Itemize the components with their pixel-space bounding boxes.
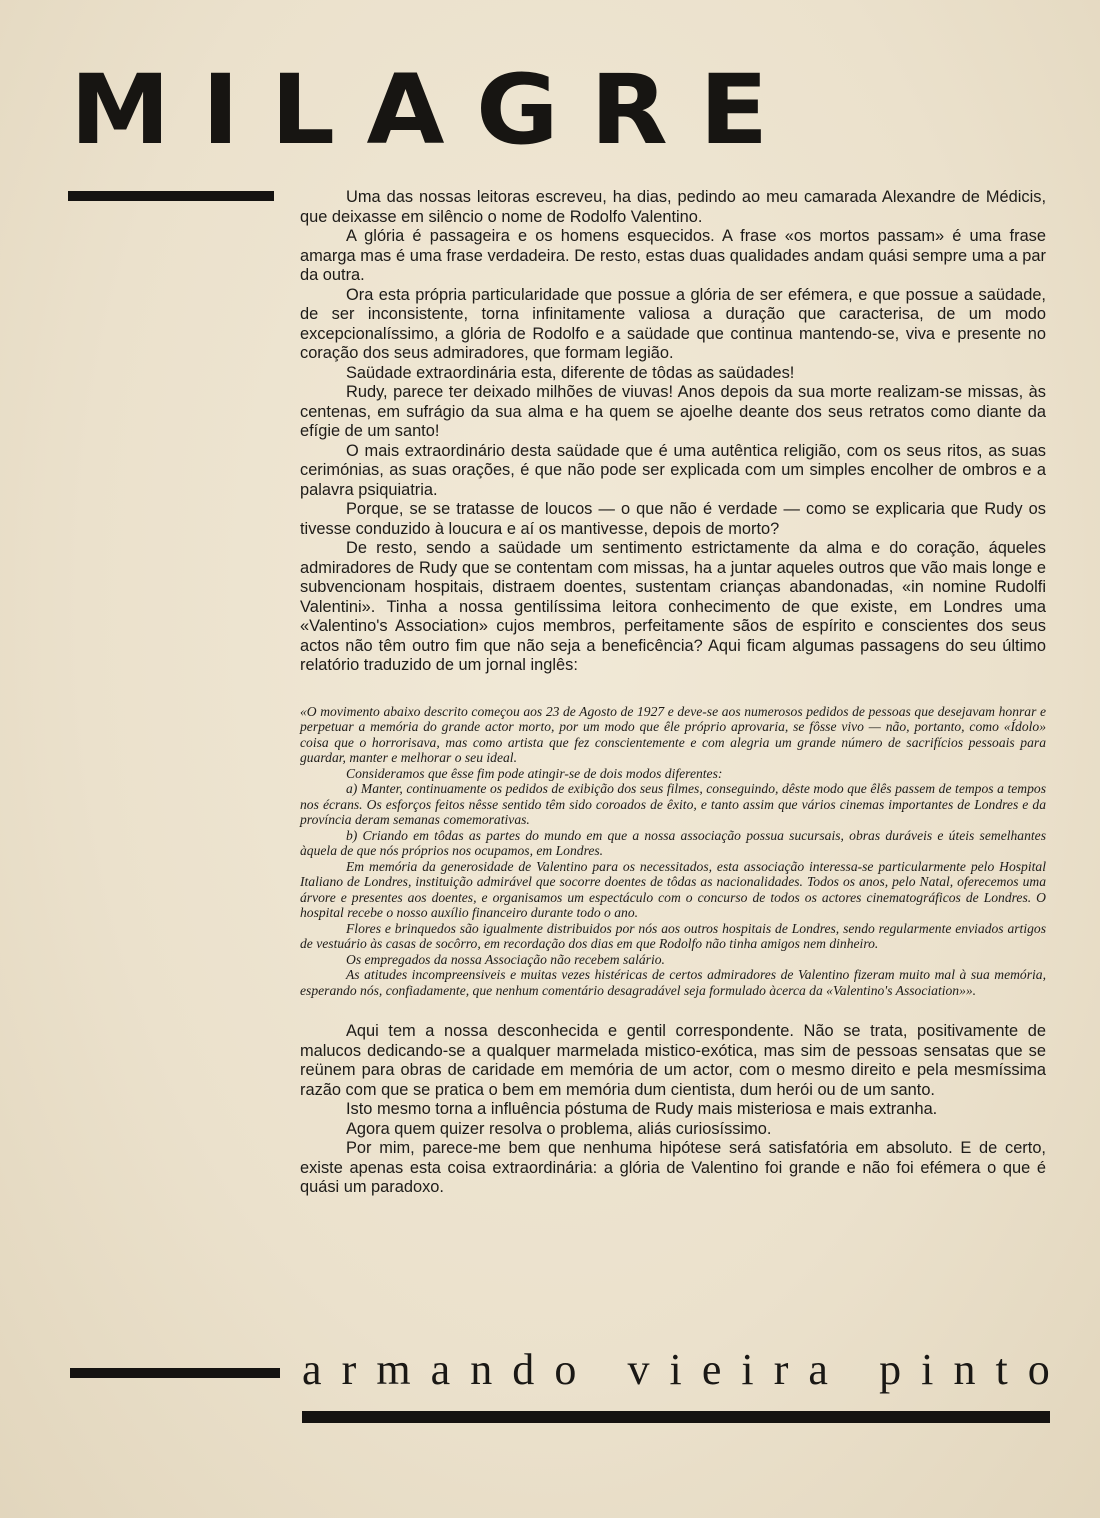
quoted-report (300, 704, 1046, 999)
signature-space (596, 1348, 607, 1392)
decorative-rule-top (68, 191, 274, 201)
quote-paragraph: Consideramos que êsse fim pode atingir-se de dois modos diferentes: (346, 765, 723, 781)
signature-letter: m (376, 1345, 411, 1394)
signature-space (848, 1348, 859, 1392)
paragraph: Rudy, parece ter deixado milhões de viuvas! Anos depois da sua morte realizam-se missas, às centenas, em sufrágio da sua alma e ha quem se ajoelhe deante dos seus retratos como diante da efígie de um santo! (300, 383, 1046, 440)
signature-letter: i (669, 1345, 682, 1394)
article-body (300, 188, 1046, 1198)
quote-paragraph: a) Manter, continuamente os pedidos de exibição dos seus filmes, conseguindo, dêste modo que êlês passem de tempos a tempos nos écrans. Os esforços feitos nêsse sentido têm sido coroados de êxito, e tanto assim que vários cinemas importantes de Londres e da província deram semanas comemorativas. (300, 781, 1046, 827)
signature-letter: o (554, 1345, 577, 1394)
quote-paragraph: As atitudes incompreensiveis e muitas vezes histéricas de certos admiradores de Valentino fizeram muito mal à sua memória, esperando nós, confiadamente, que nenhum comentário desagradável seja formulado àcerca da «Valentino's Association»». (300, 967, 1046, 998)
signature-letter: i (921, 1345, 934, 1394)
paragraph: O mais extraordinário desta saüdade que é uma autêntica religião, com os seus ritos, as suas cerimónias, as suas orações, é que não pode ser explicada com um simples encolher de ombros e a palavra psiquiatria. (300, 441, 1046, 499)
signature-letter: t (995, 1345, 1008, 1394)
paragraph: Saüdade extraordinária esta, diferente de tôdas as saüdades! (346, 363, 795, 382)
paragraph: A glória é passageira e os homens esquecidos. A frase «os mortos passam» é uma frase amarga mas é uma frase verdadeira. De resto, estas duas qualidades andam quási sempre uma a par da outra. (300, 227, 1046, 284)
paragraph: Aqui tem a nossa desconhecida e gentil correspondente. Não se trata, positivamente de malucos dedicando-se a qualquer marmelada mistico-exótica, mas sim de pessoas sensatas que se reünem para obras de caridade em memória de um actor, com o mesmo direito e pela mesmíssima razão com que se pratica o bem em memória dum cientista, dum herói ou de um santo. (300, 1022, 1046, 1099)
signature-letter: p (879, 1345, 902, 1394)
paragraph: Ora esta própria particularidade que possue a glória de ser efémera, e que possue a saüdade, de ser inconsistente, torna infinitamente valiosa a duração que caracterisa, de um modo excepcionalíssimo, a glória de Rodolfo e a saüdade que continua mantendo-se, viva e presente no coração dos seus admiradores, que formam legião. (300, 285, 1046, 362)
signature-letter: v (627, 1345, 650, 1394)
quote-paragraph: Em memória da generosidade de Valentino para os necessitados, esta associação interessa-se particularmente pelo Hospital Italiano de Londres, instituição admirável que socorre doentes de tôdas as nacionalidades. Todos os anos, pelo Natal, oferecemos uma árvore e presentes aos doentes, e organisamos um espectáculo com o concurso de todos os actores cinematográficos de Londres. O hospital recebe o nosso auxílio financeiro durante todo o ano. (300, 858, 1046, 920)
signature-letter: r (341, 1345, 357, 1394)
decorative-rule-bottom (302, 1411, 1050, 1423)
author-signature (302, 1345, 1050, 1394)
quote-paragraph: b) Criando em tôdas as partes do mundo em que a nossa associação possua sucursais, obras duráveis e úteis semelhantes àquela de que nós próprios nos ocupamos, em Londres. (300, 827, 1046, 858)
signature-letter: i (741, 1345, 754, 1394)
signature-letter: n (470, 1345, 493, 1394)
paragraph: Agora quem quizer resolva o problema, aliás curiosíssimo. (346, 1119, 772, 1138)
quote-paragraph: Os empregados da nossa Associação não recebem salário. (346, 951, 665, 967)
decorative-rule-signature (70, 1368, 280, 1378)
quote-paragraph: «O movimento abaixo descrito começou aos 23 de Agosto de 1927 e deve-se aos numerosos pedidos de pessoas que desejavam honrar e perpetuar a memória do grande actor morto, por um modo que êle próprio aprovaria, se fôsse vivo — não, portanto, como «Ídolo» coisa que o horrorisava, mas como artista que fez conscientemente e com alegria um grande número de sacrifícios pessoais para guardar, manter e melhorar o seu ideal. (300, 703, 1046, 765)
paragraph: Porque, se se tratasse de loucos — o que não é verdade — como se explicaria que Rudy os tivesse conduzido à loucura e aí os mantivesse, depois de morto? (300, 500, 1046, 538)
signature-letter: a (302, 1345, 322, 1394)
closing-text (300, 1022, 1046, 1198)
article-title: MILAGRE (70, 54, 800, 166)
paragraph: Por mim, parece-me bem que nenhuma hipótese será satisfatória em absoluto. E de certo, existe apenas esta coisa extraordinária: a glória de Valentino foi grande e não foi efémera o que é quási um paradoxo. (300, 1139, 1046, 1196)
paragraph: De resto, sendo a saüdade um sentimento estrictamente da alma e do coração, áqueles admiradores de Rudy que se contentam com missas, ha a juntar aqueles outros que vão mais longe e subvencionam hospitais, distraem doentes, sustentam crianças abandonadas, «in nomine Rudolfi Valentini». Tinha a nossa gentilíssima leitora conhecimento de que existe, em Londres uma «Valentino's Association» cujos membros, perfeitamente sãos de espírito e conscientes dos seus actos não têm outro fim que não seja a beneficência? Aqui ficam algumas passagens do seu último relatório traduzido de um jornal inglês: (300, 539, 1046, 674)
signature-letter: n (953, 1345, 976, 1394)
paragraph: Isto mesmo torna a influência póstuma de Rudy mais misteriosa e mais extranha. (346, 1100, 938, 1118)
signature-letter: e (701, 1345, 722, 1394)
intro-text (300, 188, 1046, 676)
signature-letter: o (1027, 1345, 1050, 1394)
signature-letter: a (808, 1345, 828, 1394)
signature-letter: a (430, 1345, 451, 1394)
signature-letter: r (773, 1345, 789, 1394)
quote-paragraph: Flores e brinquedos são igualmente distribuidos por nós aos outros hospitais de Londres, sendo regularmente enviados artigos de vestuário às casas de socôrro, em recordação dos dias em que Rodolfo não tinha amigos nem dinheiro. (300, 920, 1046, 951)
signature-letter: d (512, 1345, 535, 1394)
paragraph: Uma das nossas leitoras escreveu, ha dias, pedindo ao meu camarada Alexandre de Médicis, que deixasse em silêncio o nome de Rodolfo Valentino. (300, 188, 1046, 226)
